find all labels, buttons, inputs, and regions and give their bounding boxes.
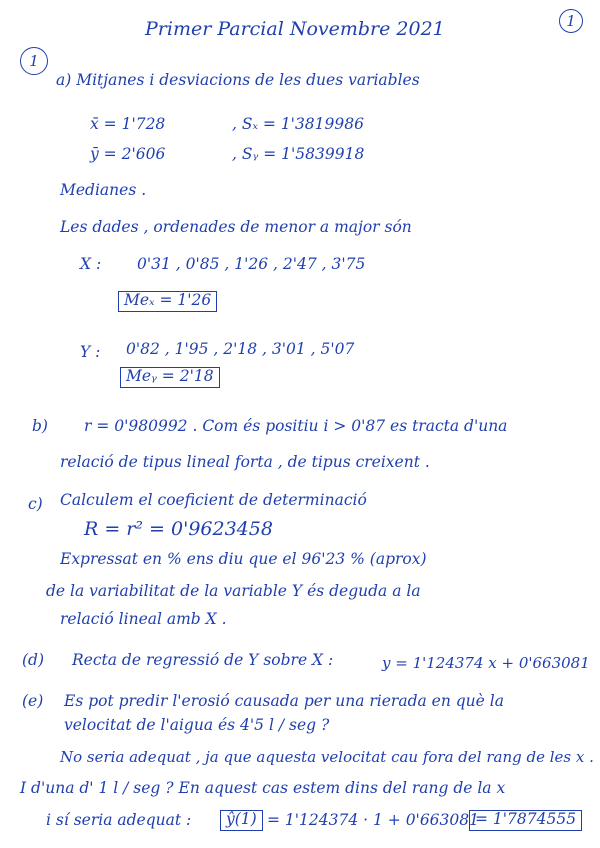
part-a-heading: a) Mitjanes i desviacions de les dues variables bbox=[56, 71, 420, 89]
part-c-label: c) bbox=[28, 495, 43, 513]
part-e-line-1: Es pot predir l'erosió causada per una rierada en què la bbox=[64, 692, 504, 710]
prediction-lhs-box: ŷ(1) bbox=[220, 810, 263, 831]
regression-equation: y = 1'124374 x + 0'663081 bbox=[382, 654, 590, 672]
prediction-expression: = 1'124374 · 1 + 0'663081 bbox=[267, 811, 479, 829]
section-number-circle: 1 bbox=[20, 47, 48, 75]
page-title: Primer Parcial Novembre 2021 bbox=[145, 18, 445, 40]
part-c-line-2: Expressat en % ens diu que el 96'23 % (aprox) bbox=[60, 550, 427, 568]
mean-x: x̄ = 1'728 bbox=[90, 115, 166, 133]
part-e-label: (e) bbox=[22, 692, 44, 710]
part-c-line-3: de la variabilitat de la variable Y és deguda a la bbox=[46, 582, 421, 600]
part-e-line-2: velocitat de l'aigua és 4'5 l / seg ? bbox=[64, 716, 330, 734]
part-b-line-2: relació de tipus lineal forta , de tipus creixent . bbox=[60, 453, 430, 471]
medians-title: Medianes . bbox=[60, 181, 147, 199]
y-values: 0'82 , 1'95 , 2'18 , 3'01 , 5'07 bbox=[126, 340, 355, 358]
part-b-line-1: r = 0'980992 . Com és positiu i > 0'87 es tracta d'una bbox=[84, 417, 508, 435]
median-x-box: Meₓ = 1'26 bbox=[118, 291, 217, 312]
part-c-line-4: relació lineal amb X . bbox=[60, 610, 227, 628]
part-e-line-4: I d'una d' 1 l / seg ? En aquest cas estem dins del rang de la x bbox=[20, 779, 506, 797]
determination-coefficient: R = r² = 0'9623458 bbox=[84, 518, 273, 540]
part-b-label: b) bbox=[32, 417, 48, 435]
part-c-line-1: Calculem el coeficient de determinació bbox=[60, 491, 367, 509]
stdev-x: , Sₓ = 1'3819986 bbox=[232, 115, 364, 133]
page-number-circle: 1 bbox=[559, 9, 583, 33]
y-label: Y : bbox=[80, 343, 101, 361]
x-label: X : bbox=[80, 255, 102, 273]
part-d-text: Recta de regressió de Y sobre X : bbox=[72, 651, 334, 669]
part-e-line-5: i sí seria adequat : bbox=[46, 811, 192, 829]
ordered-data-intro: Les dades , ordenades de menor a major són bbox=[60, 218, 412, 236]
part-d-label: (d) bbox=[22, 651, 45, 669]
median-y-box: Meᵧ = 2'18 bbox=[120, 367, 220, 388]
prediction-result-box: = 1'7874555 bbox=[469, 810, 582, 831]
part-e-line-3: No seria adequat , ja que aquesta velocitat cau fora del rang de les x . bbox=[60, 748, 594, 766]
mean-y: ȳ = 2'606 bbox=[90, 145, 166, 163]
x-values: 0'31 , 0'85 , 1'26 , 2'47 , 3'75 bbox=[137, 255, 366, 273]
stdev-y: , Sᵧ = 1'5839918 bbox=[232, 145, 365, 163]
